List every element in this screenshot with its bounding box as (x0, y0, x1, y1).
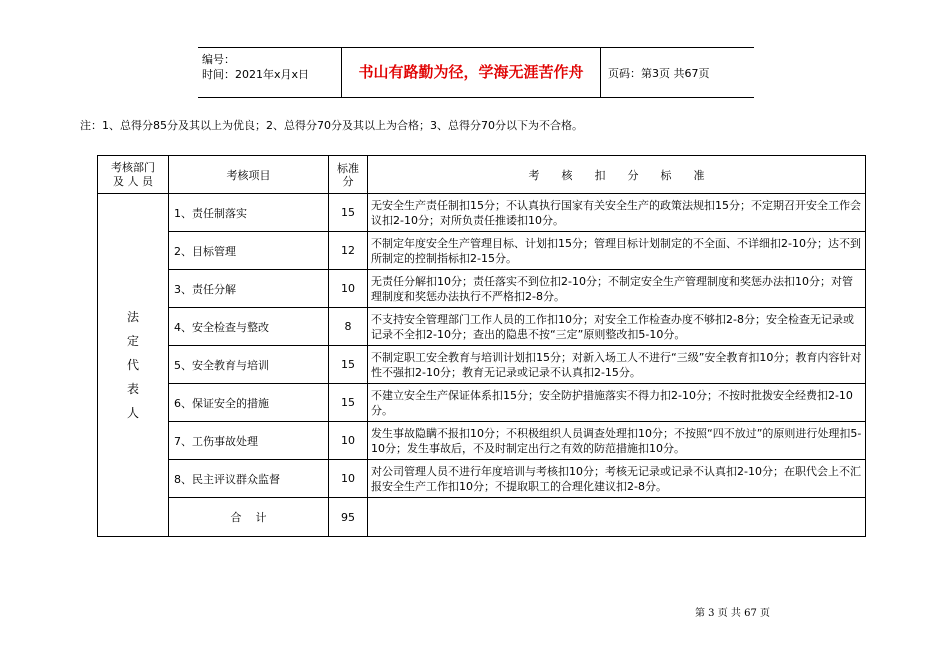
item-cell: 1、责任制落实 (169, 194, 329, 232)
page-footer: 第 3 页 共 67 页 (695, 608, 770, 619)
score-cell: 10 (329, 460, 368, 498)
header-dept-line: 考核部门 (111, 160, 155, 174)
criteria-cell: 不制定职工安全教育与培训计划扣15分；对新入场工人不进行“三级”安全教育扣10分；教育内容针对性不强扣2-10分；教育无记录或记录不认真扣2-15分。 (368, 346, 866, 384)
score-cell: 10 (329, 422, 368, 460)
score-cell: 15 (329, 194, 368, 232)
header-time: 时间：2021年x月x日 (202, 68, 310, 81)
dept-char: 人 (126, 406, 139, 420)
table-row (98, 460, 866, 498)
score-cell: 15 (329, 346, 368, 384)
assessment-table (97, 155, 866, 537)
header-item: 考核项目 (169, 156, 329, 194)
table-row (98, 194, 866, 232)
table-row (98, 270, 866, 308)
header-criteria-char: 分 (627, 168, 639, 182)
dept-char: 定 (126, 334, 139, 348)
table-row (98, 308, 866, 346)
header-criteria-char: 标 (660, 168, 672, 182)
criteria-cell: 不制定年度安全生产管理目标、计划扣15分；管理目标计划制定的不全面、不详细扣2-10分；达不到所制定的控制指标扣2-15分。 (368, 232, 866, 270)
table-row (98, 384, 866, 422)
item-cell: 2、目标管理 (169, 232, 329, 270)
total-label-char: 合 (230, 511, 242, 524)
item-cell: 7、工伤事故处理 (169, 422, 329, 460)
header-criteria (368, 156, 866, 194)
item-cell: 6、保证安全的措施 (169, 384, 329, 422)
header-meta (198, 48, 340, 97)
total-criteria-empty (368, 498, 866, 537)
document-header (198, 47, 754, 98)
table-header-row (98, 156, 866, 194)
total-row (98, 498, 866, 537)
item-cell: 4、安全检查与整改 (169, 308, 329, 346)
score-cell: 12 (329, 232, 368, 270)
total-score: 95 (329, 498, 368, 537)
grading-note: 注：1、总得分85分及其以上为优良；2、总得分70分及其以上为合格；3、总得分70分以下为不合格。 (80, 119, 583, 132)
header-criteria-char: 准 (693, 168, 705, 182)
criteria-cell: 无责任分解扣10分；责任落实不到位扣2-10分；不制定安全生产管理制度和奖惩办法扣10分；对管理制度和奖惩办法执行不严格扣2-8分。 (368, 270, 866, 308)
criteria-cell: 对公司管理人员不进行年度培训与考核扣10分；考核无记录或记录不认真扣2-10分；在职代会上不汇报安全生产工作扣10分；不提取职工的合理化建议扣2-8分。 (368, 460, 866, 498)
score-cell: 15 (329, 384, 368, 422)
header-number: 编号： (202, 53, 235, 66)
score-cell: 10 (329, 270, 368, 308)
score-cell: 8 (329, 308, 368, 346)
table-row (98, 422, 866, 460)
criteria-cell: 不建立安全生产保证体系扣15分；安全防护措施落实不得力扣2-10分；不按时批拨安全经费扣2-10分。 (368, 384, 866, 422)
item-cell: 8、民主评议群众监督 (169, 460, 329, 498)
header-score-line: 分 (342, 174, 354, 188)
table-row (98, 346, 866, 384)
criteria-cell: 无安全生产责任制扣15分；不认真执行国家有关安全生产的政策法规扣15分；不定期召开安全工作会议扣2-10分；对所负责任推诿扣10分。 (368, 194, 866, 232)
header-criteria-char: 核 (561, 168, 573, 182)
item-cell: 3、责任分解 (169, 270, 329, 308)
item-cell: 5、安全教育与培训 (169, 346, 329, 384)
dept-cell (98, 194, 169, 537)
header-score (329, 156, 368, 194)
total-label (169, 498, 329, 537)
dept-char: 代 (126, 358, 139, 372)
dept-char: 表 (126, 382, 139, 396)
table-row (98, 232, 866, 270)
header-criteria-char: 扣 (594, 168, 606, 182)
criteria-cell: 不支持安全管理部门工作人员的工作扣10分；对安全工作检查办度不够扣2-8分；安全检查无记录或记录不全扣2-10分；查出的隐患不按“三定”原则整改扣5-10分。 (368, 308, 866, 346)
dept-char: 法 (126, 310, 139, 324)
criteria-cell: 发生事故隐瞒不报扣10分；不积极组织人员调查处理扣10分；不按照“四不放过”的原则进行处理扣5-10分；发生事故后，不及时制定出行之有效的防范措施扣10分。 (368, 422, 866, 460)
header-motto: 书山有路勤为径，学海无涯苦作舟 (341, 48, 601, 97)
header-score-line: 标准 (337, 161, 359, 175)
total-label-char: 计 (255, 511, 267, 524)
header-dept-line: 及 人 员 (113, 174, 153, 188)
header-dept (98, 156, 169, 194)
header-criteria-char: 考 (528, 168, 540, 182)
header-page-number: 页码：第3页 共67页 (608, 67, 710, 80)
